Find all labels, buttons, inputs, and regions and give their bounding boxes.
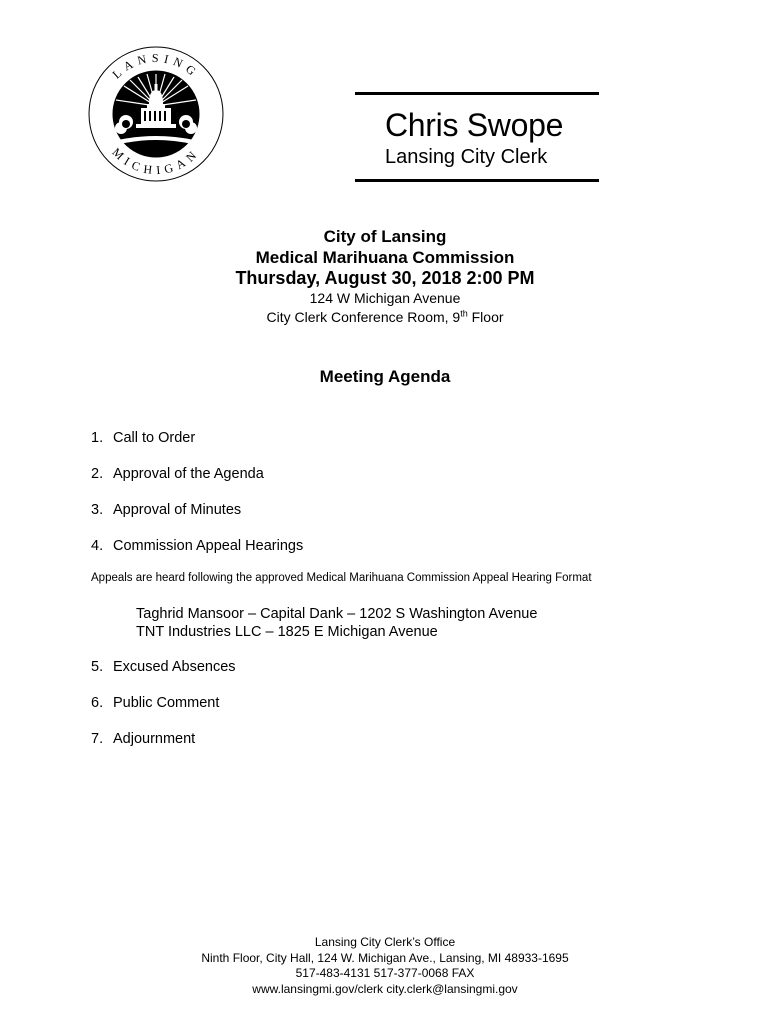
agenda-item: 6. Public Comment [91,695,220,711]
agenda-item: 7. Adjournment [91,731,196,747]
city-seal-logo [86,44,226,184]
room-suffix: Floor [467,309,504,325]
clerk-block [355,92,599,182]
commission-name: Medical Marihuana Commission [255,248,515,267]
footer [0,935,770,997]
agenda-item: 5. Excused Absences [91,659,236,675]
hearing-entry: TNT Industries LLC – 1825 E Michigan Avenue [136,624,438,640]
agenda-item: 1. Call to Order [91,430,196,446]
footer-office: Lansing City Clerk’s Office [314,935,456,949]
meeting-datetime: Thursday, August 30, 2018 2:00 PM [235,268,535,288]
svg-text:LANSING: LANSING [109,50,203,82]
agenda-item: 3. Approval of Minutes [91,502,242,518]
footer-phones: 517-483-4131 517-377-0068 FAX [295,966,475,980]
agenda-item: 2. Approval of the Agenda [91,466,264,482]
top-rule [355,92,599,95]
hearing-entry: Taghrid Mansoor – Capital Dank – 1202 S Washington Avenue [136,606,538,622]
footer-web: www.lansingmi.gov/clerk city.clerk@lansingmi.gov [252,981,518,996]
bottom-rule [355,179,599,182]
city-name: City of Lansing [323,227,447,246]
room-superscript: th [460,308,468,319]
agenda-item: 4. Commission Appeal Hearings [91,538,304,554]
room-prefix: City Clerk Conference Room, 9 [266,309,461,325]
clerk-name: Chris Swope [385,107,564,143]
footer-address: Ninth Floor, City Hall, 124 W. Michigan Ave., Lansing, MI 48933-1695 [201,950,569,965]
meeting-heading [0,226,770,327]
appeal-note: Appeals are heard following the approved Medical Marihuana Commission Appeal Hearing Format [91,572,592,584]
meeting-address: 124 W Michigan Avenue [309,290,461,306]
clerk-title: Lansing City Clerk [385,146,548,168]
meeting-room [0,308,770,327]
svg-text:MICHIGAN: MICHIGAN [109,144,203,178]
agenda-title: Meeting Agenda [319,367,451,386]
